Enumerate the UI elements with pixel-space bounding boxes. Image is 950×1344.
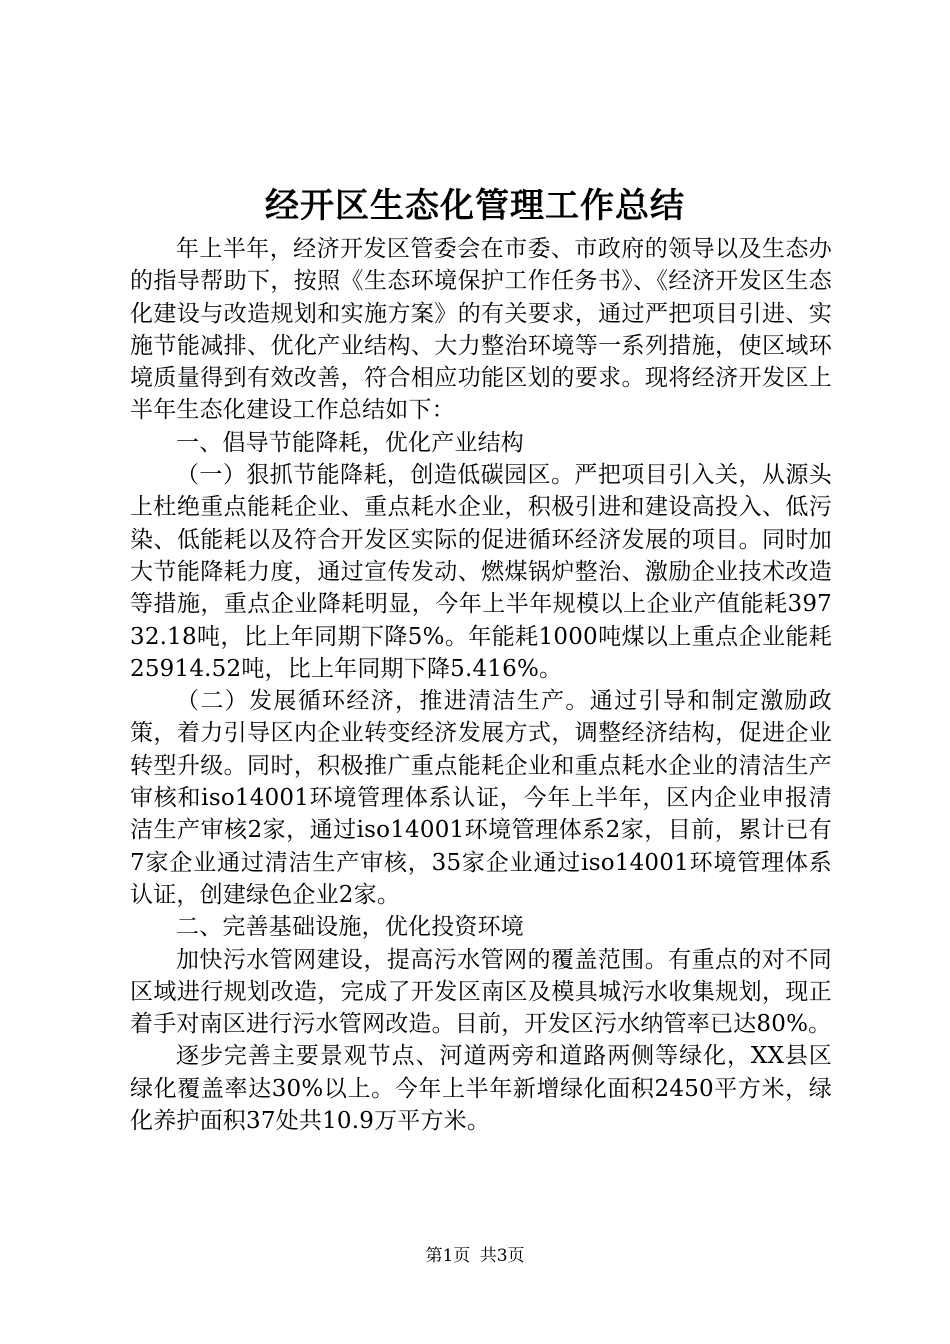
subsection-paragraph-1: （一）狠抓节能降耗，创造低碳园区。严把项目引入关，从源头上杜绝重点能耗企业、重点耗水企业，积极引进和建设高投入、低污染、低能耗以及符合开发区实际的促进循环经济发展的项目。同时加大节能降耗力度，通过宣传发动、燃煤锅炉整治、激励企业技术改造等措施，重点企业降耗明显，今年上半年规模以上企业产值能耗39732.18吨，比上年同期下降5%。年能耗1000吨煤以上重点企业能耗25914.52吨，比上年同期下降5.416%。	[130, 462, 832, 682]
body-paragraph-sewage: 加快污水管网建设，提高污水管网的覆盖范围。有重点的对不同区域进行规划改造，完成了开发区南区及模具城污水收集规划，现正着手对南区进行污水管网改造。目前，开发区污水纳管率已达80%。	[130, 946, 832, 1038]
section-heading-2: 二、完善基础设施，优化投资环境	[176, 914, 524, 941]
subsection-paragraph-2: （二）发展循环经济，推进清洁生产。通过引导和制定激励政策，着力引导区内企业转变经济发展方式，调整经济结构，促进企业转型升级。同时，积极推广重点能耗企业和重点耗水企业的清洁生产审核和iso14001环境管理体系认证，今年上半年，区内企业申报清洁生产审核2家，通过iso14001环境管理体系2家，目前，累计已有7家企业通过清洁生产审核，35家企业通过iso14001环境管理体系认证，创建绿色企业2家。	[130, 688, 832, 908]
document-body	[130, 233, 832, 1137]
intro-paragraph: 年上半年，经济开发区管委会在市委、市政府的领导以及生态办的指导帮助下，按照《生态环境保护工作任务书》、《经济开发区生态化建设与改造规划和实施方案》的有关要求，通过严把项目引进、实施节能减排、优化产业结构、大力整治环境等一系列措施，使区域环境质量得到有效改善，符合相应功能区划的要求。现将经济开发区上半年生态化建设工作总结如下：	[130, 236, 832, 424]
section-heading-1: 一、倡导节能降耗，优化产业结构	[176, 429, 524, 456]
body-paragraph-greening: 逐步完善主要景观节点、河道两旁和道路两侧等绿化，XX县区绿化覆盖率达30%以上。今年上半年新增绿化面积2450平方米，绿化养护面积37处共10.9万平方米。	[130, 1043, 832, 1135]
page-footer	[0, 1245, 950, 1267]
page-total: 共3页	[479, 1246, 525, 1266]
page-number: 第1页	[425, 1246, 471, 1266]
document-title: 经开区生态化管理工作总结	[265, 186, 685, 226]
